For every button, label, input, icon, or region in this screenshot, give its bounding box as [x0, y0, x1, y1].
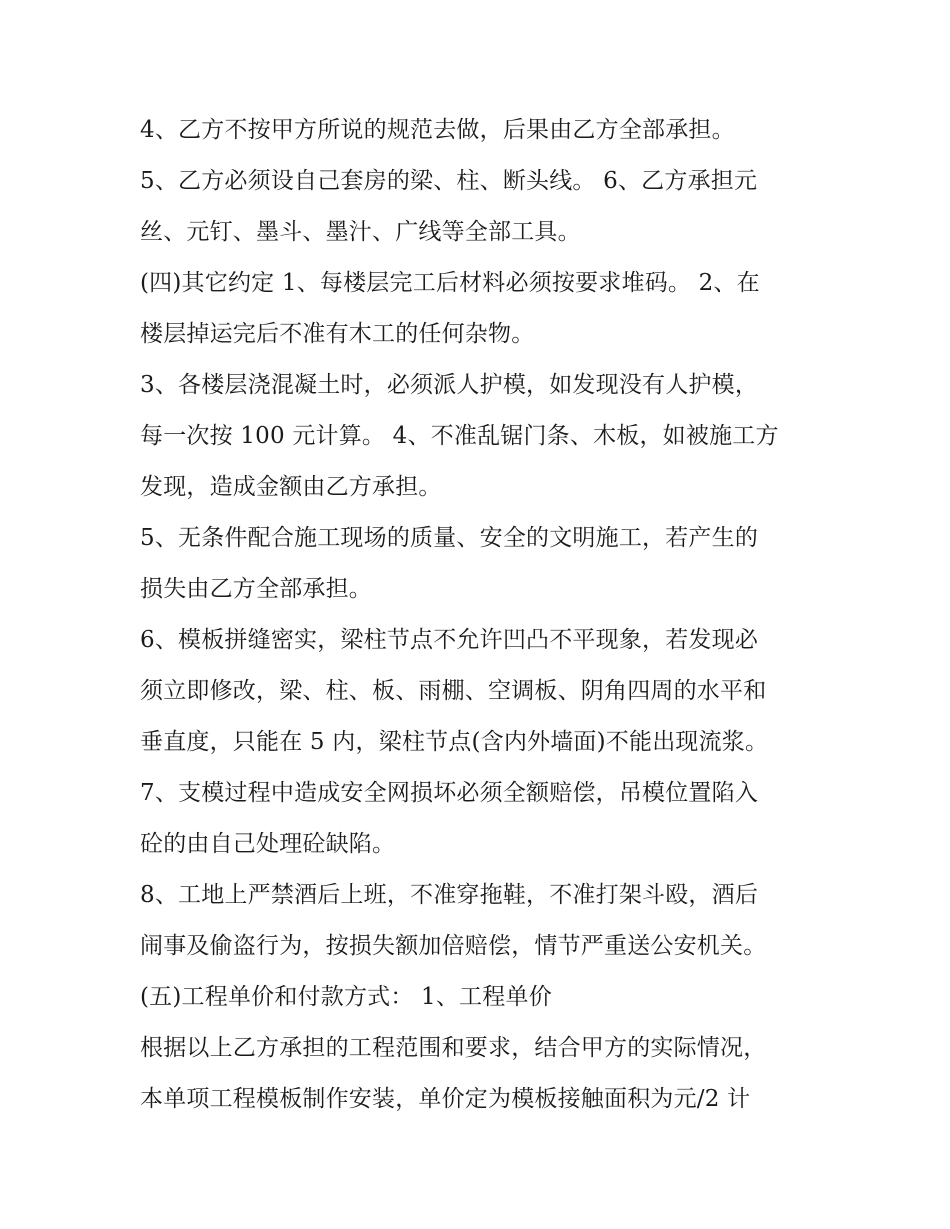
text-line: 损失由乙方全部承担。	[140, 576, 372, 602]
text-line: 6、模板拼缝密实，梁柱节点不允许凹凸不平现象，若发现必	[140, 627, 759, 653]
text-line: 丝、元钉、墨斗、墨汁、广线等全部工具。	[140, 219, 581, 245]
document-body	[140, 105, 820, 1125]
text-line: 根据以上乙方承担的工程范围和要求，结合甲方的实际情况，	[140, 1035, 767, 1061]
text-line: 砼的由自己处理砼缺陷。	[140, 831, 396, 857]
text-line: 4、乙方不按甲方所说的规范去做，后果由乙方全部承担。	[140, 117, 735, 143]
text-line: 闹事及偷盗行为，按损失额加倍赔偿，情节严重送公安机关。	[140, 933, 767, 959]
text-line: 3、各楼层浇混凝土时，必须派人护模，如发现没有人护模，	[140, 372, 759, 398]
text-line: 8、工地上严禁酒后上班，不准穿拖鞋，不准打架斗殴，酒后	[140, 882, 759, 908]
text-line: 5、无条件配合施工现场的质量、安全的文明施工，若产生的	[140, 525, 759, 551]
text-line: (四)其它约定 1、每楼层完工后材料必须按要求堆码。 2、在	[140, 270, 760, 296]
text-line: (五)工程单价和付款方式： 1、工程单价	[140, 984, 552, 1010]
text-line: 发现，造成金额由乙方承担。	[140, 474, 442, 500]
text-line: 须立即修改，梁、柱、板、雨棚、空调板、阴角四周的水平和	[140, 678, 767, 704]
text-line: 垂直度，只能在 5 内，梁柱节点(含内外墙面)不能出现流浆。	[140, 729, 769, 755]
text-line: 7、支模过程中造成安全网损坏必须全额赔偿，吊模位置陷入	[140, 780, 759, 806]
text-line: 5、乙方必须设自己套房的梁、柱、断头线。 6、乙方承担元	[140, 168, 758, 194]
text-line: 本单项工程模板制作安装，单价定为模板接触面积为元/2 计	[140, 1086, 751, 1112]
text-line: 每一次按 100 元计算。 4、不准乱锯门条、木板，如被施工方	[140, 423, 779, 449]
text-line: 楼层掉运完后不准有木工的任何杂物。	[140, 321, 535, 347]
